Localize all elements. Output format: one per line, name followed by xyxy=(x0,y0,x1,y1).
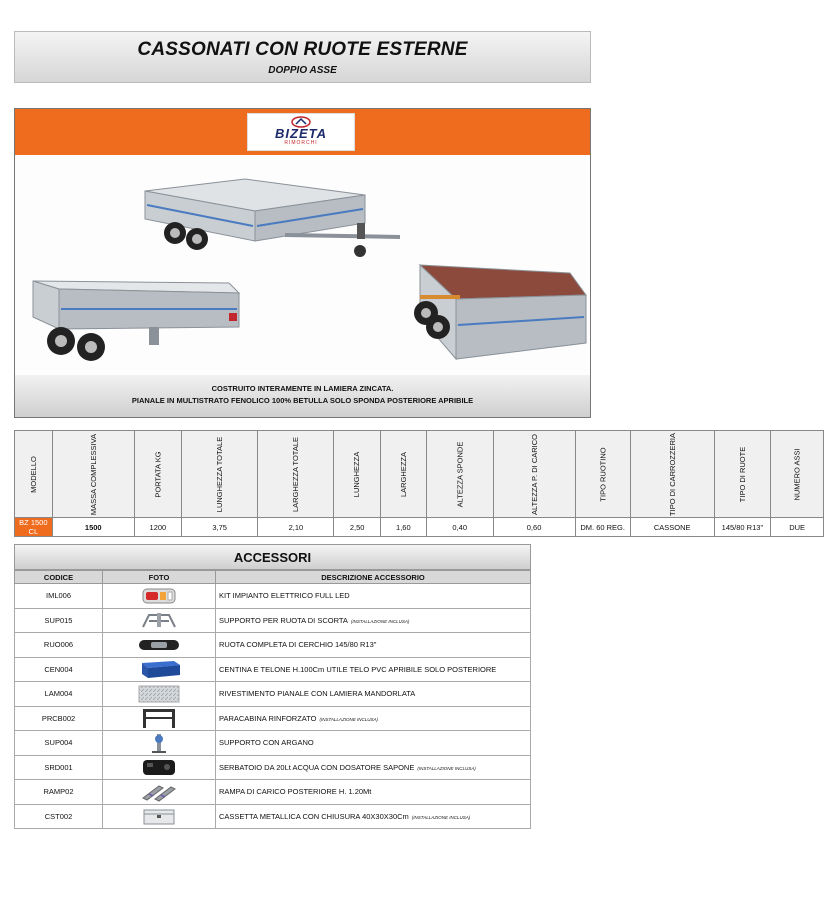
col-header-code: CODICE xyxy=(15,571,103,584)
spec-cell: 1,60 xyxy=(380,518,426,537)
trailer-photos xyxy=(15,155,590,375)
brand-logo xyxy=(247,113,355,151)
checker-plate-icon xyxy=(137,684,181,704)
accessory-code: RAMP02 xyxy=(15,780,103,805)
spec-header: MASSA COMPLESSIVA xyxy=(52,431,134,518)
trailer-photo-2 xyxy=(29,267,244,367)
spec-header: ALTEZZA P. DI CARICO xyxy=(493,431,575,518)
accessory-code: IML006 xyxy=(15,584,103,609)
accessory-code: CST002 xyxy=(15,804,103,829)
spec-cell: DUE xyxy=(771,518,824,537)
spec-cell: DM. 60 REG. xyxy=(575,518,630,537)
page-title: CASSONATI CON RUOTE ESTERNE xyxy=(137,39,468,60)
spec-cell-model: BZ 1500 CL xyxy=(15,518,53,537)
accessory-description: SUPPORTO CON ARGANO xyxy=(216,731,531,756)
spec-table xyxy=(14,430,824,537)
accessory-description: CASSETTA METALLICA CON CHIUSURA 40X30X30Cm (INSTALLAZIONE INCLUSA) xyxy=(216,804,531,829)
accessory-photo xyxy=(103,755,216,780)
brand-name: BIZETA xyxy=(275,126,327,141)
spare-wheel-holder-icon xyxy=(139,611,179,629)
caption-line-2: PIANALE IN MULTISTRATO FENOLICO 100% BETULLA SOLO SPONDA POSTERIORE APRIBILE xyxy=(131,396,474,405)
accessories-title: ACCESSORI xyxy=(14,544,531,570)
accessory-description: KIT IMPIANTO ELETTRICO FULL LED xyxy=(216,584,531,609)
caption-line-1: COSTRUITO INTERAMENTE IN LAMIERA ZINCATA. xyxy=(211,384,394,393)
cab-guard-icon xyxy=(137,707,181,729)
spec-header: LARGHEZZA xyxy=(380,431,426,518)
spec-cell: 0,60 xyxy=(493,518,575,537)
spec-header-row xyxy=(15,431,824,518)
accessory-code: SUP015 xyxy=(15,608,103,633)
accessory-code: SUP004 xyxy=(15,731,103,756)
accessory-row xyxy=(15,633,531,658)
accessory-photo xyxy=(103,608,216,633)
spec-cell: 2,50 xyxy=(334,518,380,537)
accessory-photo xyxy=(103,633,216,658)
accessory-row xyxy=(15,780,531,805)
col-header-photo: FOTO xyxy=(103,571,216,584)
title-banner xyxy=(14,31,591,83)
metal-box-icon xyxy=(139,806,179,826)
spec-cell: CASSONE xyxy=(630,518,714,537)
trailer-photo-3 xyxy=(410,255,590,370)
accessory-description: SERBATOIO DA 20Lt ACQUA CON DOSATORE SAPONE (INSTALLAZIONE INCLUSA) xyxy=(216,755,531,780)
accessory-description: SUPPORTO PER RUOTA DI SCORTA (INSTALLAZIONE INCLUSA) xyxy=(216,608,531,633)
accessory-row xyxy=(15,804,531,829)
page-subtitle: DOPPIO ASSE xyxy=(268,65,337,76)
spec-header: LUNGHEZZA TOTALE xyxy=(181,431,257,518)
tarp-cover-icon xyxy=(136,659,182,679)
col-header-description: DESCRIZIONE ACCESSORIO xyxy=(216,571,531,584)
spec-cell: 0,40 xyxy=(426,518,493,537)
accessory-photo xyxy=(103,706,216,731)
panel-caption xyxy=(15,375,590,417)
spec-header: NUMERO ASSI xyxy=(771,431,824,518)
ramp-icon xyxy=(139,782,179,802)
accessory-row xyxy=(15,731,531,756)
spec-cell: 145/80 R13" xyxy=(714,518,770,537)
spec-header: TIPO DI CARROZZERIA xyxy=(630,431,714,518)
product-panel xyxy=(14,108,591,418)
spec-header: ALTEZZA SPONDE xyxy=(426,431,493,518)
spec-header: TIPO DI RUOTE xyxy=(714,431,770,518)
accessory-code: PRCB002 xyxy=(15,706,103,731)
spec-header: LARGHEZZA TOTALE xyxy=(258,431,334,518)
spec-header: PORTATA KG xyxy=(134,431,181,518)
spec-cell: 1500 xyxy=(52,518,134,537)
spec-header: LUNGHEZZA xyxy=(334,431,380,518)
spec-cell: 3,75 xyxy=(181,518,257,537)
accessory-code: CEN004 xyxy=(15,657,103,682)
spec-cell: 2,10 xyxy=(258,518,334,537)
accessory-code: LAM004 xyxy=(15,682,103,707)
spec-header: TIPO RUOTINO xyxy=(575,431,630,518)
led-light-icon xyxy=(142,588,176,604)
accessory-description: RIVESTIMENTO PIANALE CON LAMIERA MANDORLATA xyxy=(216,682,531,707)
winch-icon xyxy=(144,732,174,754)
accessory-row xyxy=(15,608,531,633)
accessory-photo xyxy=(103,731,216,756)
accessory-code: RUO006 xyxy=(15,633,103,658)
spec-cell: 1200 xyxy=(134,518,181,537)
trailer-photo-1 xyxy=(135,171,415,271)
accessory-photo xyxy=(103,657,216,682)
accessory-description: CENTINA E TELONE H.100Cm UTILE TELO PVC APRIBILE SOLO POSTERIORE xyxy=(216,657,531,682)
accessory-row xyxy=(15,682,531,707)
spec-header: MODELLO xyxy=(15,431,53,518)
accessory-code: SRD001 xyxy=(15,755,103,780)
accessory-photo xyxy=(103,682,216,707)
brand-tagline: RIMORCHI xyxy=(284,140,318,146)
spec-row xyxy=(15,518,824,537)
accessory-row xyxy=(15,657,531,682)
accessory-row xyxy=(15,755,531,780)
accessory-description: RAMPA DI CARICO POSTERIORE H. 1.20Mt xyxy=(216,780,531,805)
accessory-description: PARACABINA RINFORZATO (INSTALLAZIONE INCLUSA) xyxy=(216,706,531,731)
accessories-header-row xyxy=(15,571,531,584)
accessory-row xyxy=(15,706,531,731)
accessory-photo xyxy=(103,804,216,829)
accessory-description: RUOTA COMPLETA DI CERCHIO 145/80 R13" xyxy=(216,633,531,658)
accessory-photo xyxy=(103,584,216,609)
wheel-icon xyxy=(137,636,181,654)
accessory-row xyxy=(15,584,531,609)
accessory-photo xyxy=(103,780,216,805)
water-tank-icon xyxy=(139,757,179,777)
accessories-table xyxy=(14,570,531,829)
